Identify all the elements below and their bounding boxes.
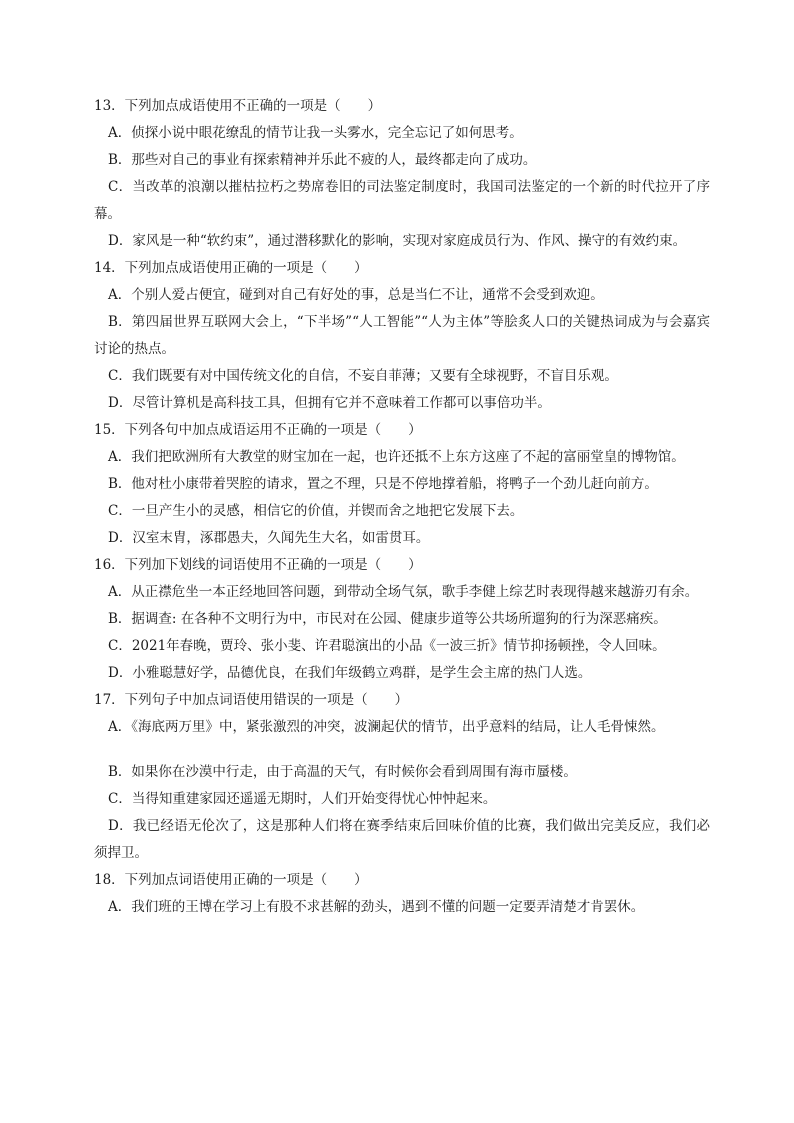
option-a: A．侦探小说中眼花缭乱的情节让我一头雾水，完全忘记了如何思考。 <box>108 125 523 141</box>
option-a: A．《海底两万里》中，紧张激烈的冲突，波澜起伏的情节，出乎意料的结局，让人毛骨悚然。 <box>108 719 665 735</box>
option-a: A．从正襟危坐一本正经地回答问题，到带动全场气氛，歌手李健上综艺时表现得越来越游刃有余。 <box>108 584 699 600</box>
option-b: B．第四届世界互联网大会上，“下半场”“人工智能”“人为主体”等脍炙人口的关键热词成为与会嘉宾讨论的热点。 <box>94 314 710 357</box>
option-b: B．那些对自己的事业有探索精神并乐此不疲的人，最终都走向了成功。 <box>108 152 537 168</box>
question-stem: 18．下列加点词语使用正确的一项是（ ） <box>94 872 368 888</box>
option-d: D．尽管计算机是高科技工具，但拥有它并不意味着工作都可以事倍功半。 <box>108 395 551 411</box>
option-c: C．当改革的浪潮以摧枯拉朽之势席卷旧的司法鉴定制度时，我国司法鉴定的一个新的时代拉开了序幕。 <box>94 179 710 222</box>
question-list <box>94 93 710 921</box>
question-stem: 13．下列加点成语使用不正确的一项是（ ） <box>94 98 382 114</box>
option-c: C．当得知重建家园还遥遥无期时，人们开始变得忧心忡忡起来。 <box>108 791 497 807</box>
option-a: A．我们班的王博在学习上有股不求甚解的劲头，遇到不懂的问题一定要弄清楚才肯罢休。 <box>108 899 645 915</box>
option-d: D．我已经语无伦次了，这是那种人们将在赛季结束后回味价值的比赛，我们做出完美反应，我们必须捍卫。 <box>94 818 710 861</box>
question-16 <box>94 552 710 687</box>
option-d: D．小雅聪慧好学，品德优良，在我们年级鹤立鸡群，是学生会主席的热门人选。 <box>108 665 592 681</box>
question-stem: 14．下列加点成语使用正确的一项是（ ） <box>94 260 368 276</box>
option-a: A．我们把欧洲所有大教堂的财宝加在一起，也许还抵不上东方这座了不起的富丽堂皇的博物馆。 <box>108 449 685 465</box>
option-c: C．我们既要有对中国传统文化的自信，不妄自菲薄；又要有全球视野，不盲目乐观。 <box>108 368 618 384</box>
question-18 <box>94 867 710 921</box>
option-b: B．他对杜小康带着哭腔的请求，置之不理，只是不停地撑着船，将鸭子一个劲儿赶向前方。 <box>108 476 658 492</box>
option-d: D．家风是一种“软约束”，通过潜移默化的影响，实现对家庭成员行为、作风、操守的有效约束。 <box>108 233 687 249</box>
question-stem: 15．下列各句中加点成语运用不正确的一项是（ ） <box>94 422 422 438</box>
question-13 <box>94 93 710 255</box>
question-14 <box>94 255 710 417</box>
question-stem: 17．下列句子中加点词语使用错误的一项是（ ） <box>94 692 409 708</box>
option-c: C．一旦产生小的灵感，相信它的价值，并锲而舍之地把它发展下去。 <box>108 503 524 519</box>
option-d: D．汉室末胄，涿郡愚夫，久闻先生大名，如雷贯耳。 <box>108 530 430 546</box>
question-stem: 16．下列加下划线的词语使用不正确的一项是（ ） <box>94 557 422 573</box>
option-a: A．个别人爱占便宜，碰到对自己有好处的事，总是当仁不让，通常不会受到欢迎。 <box>108 287 604 303</box>
question-15 <box>94 417 710 552</box>
option-c: C．2021年春晚，贾玲、张小斐、许君聪演出的小品《一波三折》情节抑扬顿挫，令人回味。 <box>108 638 666 654</box>
option-b: B．据调查: 在各种不文明行为中，市民对在公园、健康步道等公共场所遛狗的行为深恶痛疾。 <box>108 611 667 627</box>
option-b: B．如果你在沙漠中行走，由于高温的天气，有时候你会看到周围有海市蜃楼。 <box>108 764 577 780</box>
question-17 <box>94 687 710 867</box>
